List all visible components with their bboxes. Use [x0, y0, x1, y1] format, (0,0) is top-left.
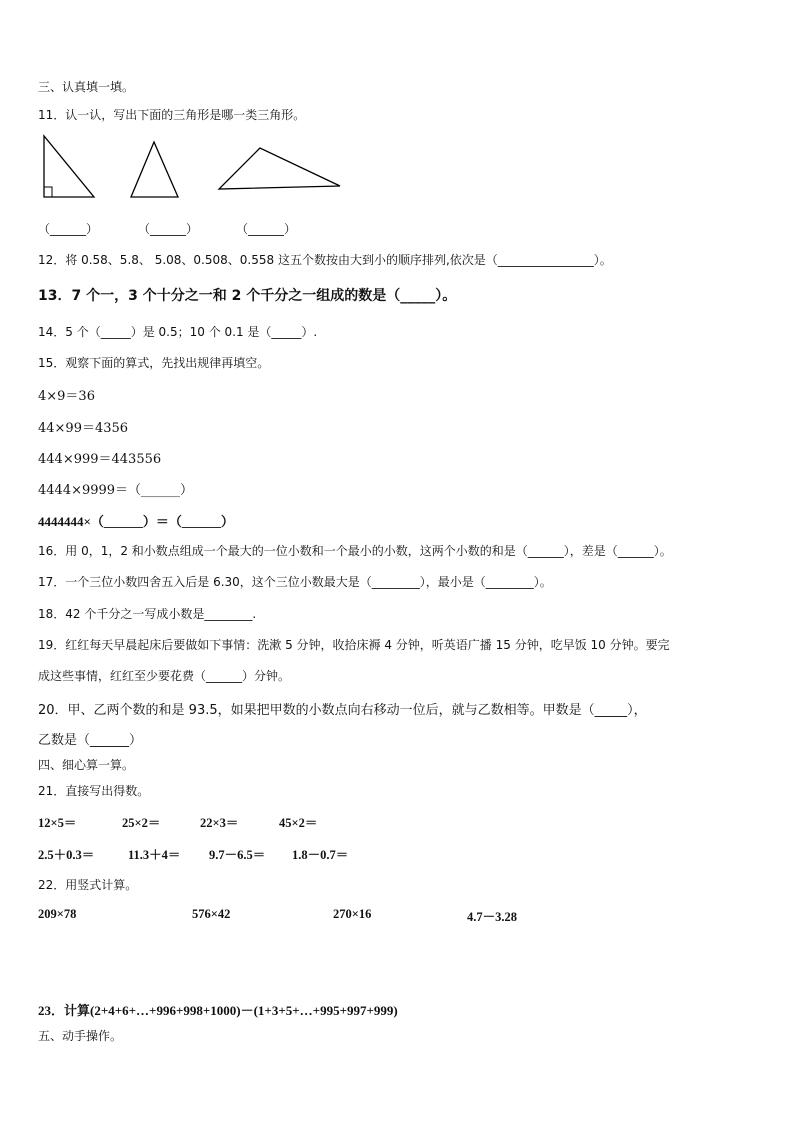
section-4-heading: 四、细心算一算。 [38, 758, 135, 772]
q22-item-2: 576×42 [192, 907, 231, 921]
question-13: 13．7 个一，3 个十分之一和 2 个千分之一组成的数是（_____）。 [38, 288, 457, 304]
q15-line-2: 44×99＝4356 [38, 421, 129, 436]
question-22: 22．用竖式计算。 [38, 878, 138, 892]
q22-item-3: 270×16 [333, 907, 372, 921]
section-3-heading: 三、认真填一填。 [38, 80, 135, 94]
q21-item-3: 22×3＝ [200, 816, 239, 830]
question-15: 15．观察下面的算式，先找出规律再填空。 [38, 356, 270, 370]
q22-item-4: 4.7－3.28 [467, 910, 518, 924]
question-17: 17．一个三位小数四舍五入后是 6.30，这个三位小数最大是（________），最小是（________）。 [38, 575, 552, 589]
question-20-part-1: 20．甲、乙两个数的和是 93.5，如果把甲数的小数点向右移动一位后，就与乙数相等。甲数是（_____）， [38, 703, 647, 718]
q15-line-1: 4×9＝36 [38, 389, 95, 404]
q15-line-4: 4444×9999＝（______） [38, 483, 194, 498]
q15-line-3: 444×999＝443556 [38, 452, 162, 467]
question-20-part-2: 乙数是（______） [38, 733, 143, 748]
question-12: 12．将 0.58、5.8、 5.08、0.508、0.558 这五个数按由大到小的顺序排列,依次是（________________）。 [38, 253, 612, 267]
question-11: 11．认一认，写出下面的三角形是哪一类三角形。 [38, 108, 306, 122]
q21-item-7: 9.7－6.5＝ [209, 848, 266, 862]
section-5-heading: 五、动手操作。 [38, 1029, 123, 1043]
q15-line-5: 4444444×（______）＝（______） [38, 514, 234, 529]
q11-blank-3[interactable]: （______） [236, 222, 297, 236]
question-16: 16．用 0，1，2 和小数点组成一个最大的一位小数和一个最小的小数，这两个小数的和是（______），差是（______）。 [38, 544, 672, 558]
question-19-part-1: 19．红红每天早晨起床后要做如下事情：洗漱 5 分钟，收拾床褥 4 分钟，听英语广播 15 分钟，吃早饭 10 分钟。要完 [38, 638, 670, 652]
question-21: 21．直接写出得数。 [38, 784, 150, 798]
q21-item-1: 12×5＝ [38, 816, 77, 830]
q21-item-4: 45×2＝ [279, 816, 318, 830]
question-14: 14．5 个（_____）是 0.5；10 个 0.1 是（_____）. [38, 325, 318, 339]
q21-item-6: 11.3＋4＝ [128, 848, 181, 862]
question-19-part-2: 成这些事情，红红至少要花费（______）分钟。 [38, 669, 291, 683]
question-18: 18．42 个千分之一写成小数是________. [38, 607, 257, 621]
question-23: 23．计算(2+4+6+…+996+998+1000)－(1+3+5+…+995+997+999) [38, 1003, 398, 1018]
obtuse-triangle-figure [216, 144, 344, 192]
q21-item-2: 25×2＝ [122, 816, 161, 830]
q22-item-1: 209×78 [38, 907, 77, 921]
q21-item-8: 1.8－0.7＝ [292, 848, 349, 862]
q11-blank-1[interactable]: （______） [38, 222, 99, 236]
q11-blank-2[interactable]: （______） [138, 222, 199, 236]
right-triangle-figure [40, 134, 98, 200]
acute-triangle-figure [128, 140, 182, 200]
q21-item-5: 2.5＋0.3＝ [38, 848, 95, 862]
